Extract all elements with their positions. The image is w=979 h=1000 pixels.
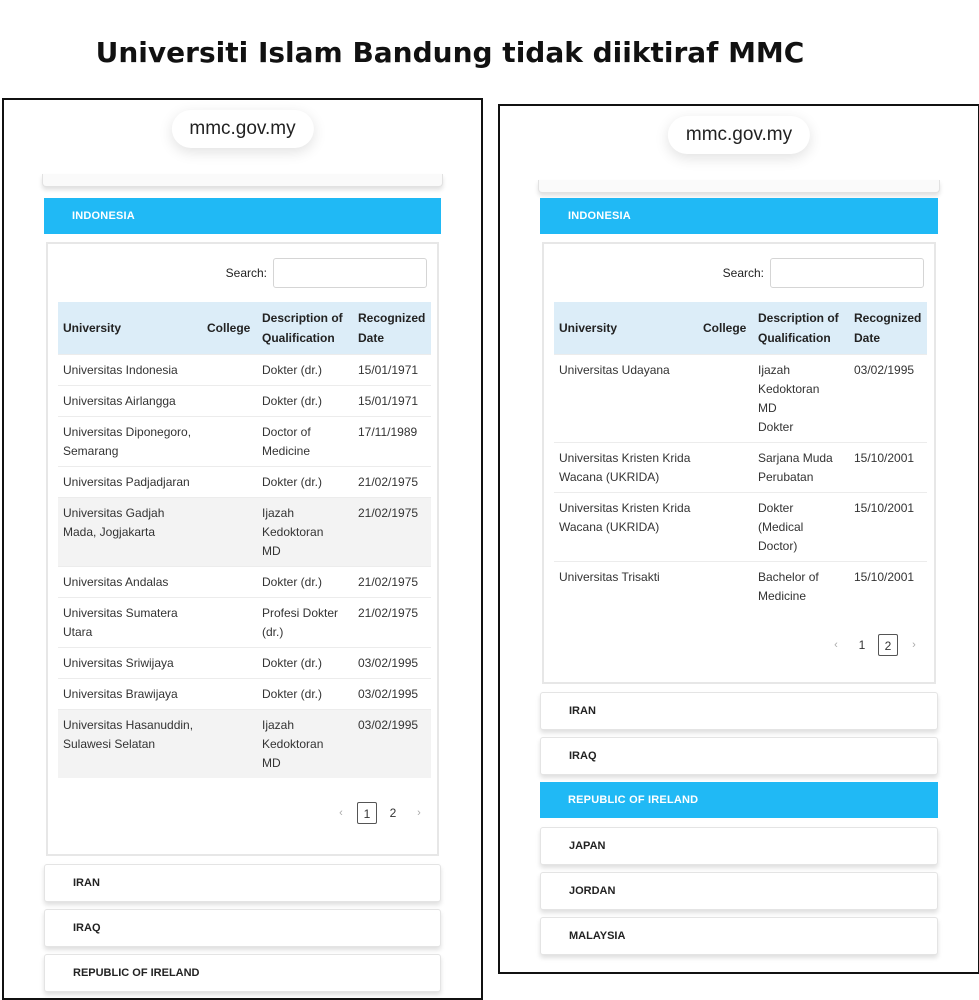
previous-section-edge [42,174,443,187]
cell-university: Universitas Sriwijaya [58,648,202,679]
country-item-iran[interactable]: IRAN [540,692,938,730]
cell-university: Universitas Kristen Krida Wacana (UKRIDA) [554,493,698,562]
country-item-republic-of-ireland[interactable]: REPUBLIC OF IRELAND [44,954,441,992]
cell-description: Dokter (Medical Doctor) [753,493,849,562]
table-row [58,417,431,467]
table-row [58,679,431,710]
table-row [554,443,927,493]
cell-recognized-date: 15/10/2001 [849,443,927,493]
search-input[interactable] [770,258,924,288]
page-1-button[interactable]: 1 [858,638,866,652]
url-bar[interactable]: mmc.gov.my [171,110,313,148]
next-page-icon[interactable]: › [417,807,421,819]
university-panel [542,242,936,684]
country-item-iraq[interactable]: IRAQ [540,737,938,775]
cell-university: Universitas Diponegoro, Semarang [58,417,202,467]
cell-college [202,386,257,417]
cell-recognized-date: 03/02/1995 [353,648,431,679]
cell-recognized-date: 17/11/1989 [353,417,431,467]
country-item-iran[interactable]: IRAN [44,864,441,902]
country-item-jordan[interactable]: JORDAN [540,872,938,910]
table-header-row [554,302,927,355]
cell-description: Dokter (dr.) [257,648,353,679]
cell-university: Universitas Sumatera Utara [58,598,202,648]
university-panel [46,242,439,856]
prev-page-icon[interactable]: ‹ [339,807,343,819]
cell-university: Universitas Brawijaya [58,679,202,710]
country-item-japan[interactable]: JAPAN [540,827,938,865]
table-row [58,355,431,386]
page-2-button[interactable]: 2 [878,634,898,656]
header-university[interactable]: University [58,302,202,355]
search-label: Search: [722,266,764,280]
cell-university: Universitas Gadjah Mada, Jogjakarta [58,498,202,567]
header-university[interactable]: University [554,302,698,355]
table-row [58,467,431,498]
header-description[interactable]: Description of Qualification [753,302,849,355]
cell-college [698,562,753,612]
university-table [554,302,927,611]
search-input[interactable] [273,258,427,288]
table-header-row [58,302,431,355]
cell-description: Dokter (dr.) [257,467,353,498]
url-bar[interactable]: mmc.gov.my [668,116,810,154]
cell-description: Dokter (dr.) [257,567,353,598]
cell-recognized-date: 15/01/1971 [353,355,431,386]
cell-college [698,493,753,562]
cell-description: Ijazah Kedoktoran MD [257,710,353,779]
table-row [58,567,431,598]
cell-recognized-date: 03/02/1995 [849,355,927,443]
cell-description: Bachelor of Medicine [753,562,849,612]
page-headline: Universiti Islam Bandung tidak diiktiraf MMC [95,36,805,69]
cell-university: Universitas Padjadjaran [58,467,202,498]
header-recognized-date[interactable]: Recognized Date [353,302,431,355]
cell-description: Dokter (dr.) [257,679,353,710]
country-item-malaysia[interactable]: MALAYSIA [540,917,938,955]
search-row [723,258,924,288]
country-header-indonesia[interactable]: INDONESIA [44,198,441,234]
cell-description: Ijazah Kedoktoran MD Dokter [753,355,849,443]
cell-college [202,710,257,779]
university-table [58,302,431,778]
table-row [58,386,431,417]
screenshot-left [2,98,483,1000]
cell-description: Sarjana Muda Perubatan [753,443,849,493]
search-label: Search: [225,266,267,280]
table-row [58,498,431,567]
country-item-iraq[interactable]: IRAQ [44,909,441,947]
cell-recognized-date: 15/10/2001 [849,562,927,612]
cell-college [202,598,257,648]
cell-recognized-date: 21/02/1975 [353,467,431,498]
cell-recognized-date: 15/10/2001 [849,493,927,562]
prev-page-icon[interactable]: ‹ [834,639,838,651]
cell-university: Universitas Hasanuddin, Sulawesi Selatan [58,710,202,779]
screenshot-right [498,104,979,974]
cell-university: Universitas Airlangga [58,386,202,417]
cell-college [202,679,257,710]
cell-recognized-date: 21/02/1975 [353,598,431,648]
cell-description: Dokter (dr.) [257,355,353,386]
table-row [554,355,927,443]
cell-university: Universitas Kristen Krida Wacana (UKRIDA) [554,443,698,493]
cell-college [698,443,753,493]
cell-description: Doctor of Medicine [257,417,353,467]
header-college[interactable]: College [202,302,257,355]
cell-recognized-date: 15/01/1971 [353,386,431,417]
country-header-indonesia[interactable]: INDONESIA [540,198,938,234]
cell-description: Dokter (dr.) [257,386,353,417]
cell-recognized-date: 21/02/1975 [353,498,431,567]
cell-college [202,498,257,567]
header-recognized-date[interactable]: Recognized Date [849,302,927,355]
cell-recognized-date: 03/02/1995 [353,679,431,710]
cell-description: Ijazah Kedoktoran MD [257,498,353,567]
next-page-icon[interactable]: › [912,639,916,651]
pagination [331,802,429,824]
cell-college [202,467,257,498]
table-row [554,493,927,562]
table-row [58,598,431,648]
cell-university: Universitas Udayana [554,355,698,443]
page-2-button[interactable]: 2 [389,806,397,820]
table-row [58,648,431,679]
cell-college [202,417,257,467]
country-item-republic-of-ireland[interactable]: REPUBLIC OF IRELAND [540,782,938,818]
cell-university: Universitas Trisakti [554,562,698,612]
cell-description: Profesi Dokter (dr.) [257,598,353,648]
header-description[interactable]: Description of Qualification [257,302,353,355]
cell-recognized-date: 03/02/1995 [353,710,431,779]
cell-university: Universitas Indonesia [58,355,202,386]
table-row [58,710,431,779]
cell-college [202,567,257,598]
cell-recognized-date: 21/02/1975 [353,567,431,598]
header-college[interactable]: College [698,302,753,355]
cell-college [202,648,257,679]
previous-section-edge [538,180,940,193]
cell-college [202,355,257,386]
cell-college [698,355,753,443]
cell-university: Universitas Andalas [58,567,202,598]
pagination [826,634,924,656]
table-row [554,562,927,612]
search-row [226,258,427,288]
page-1-button[interactable]: 1 [357,802,377,824]
